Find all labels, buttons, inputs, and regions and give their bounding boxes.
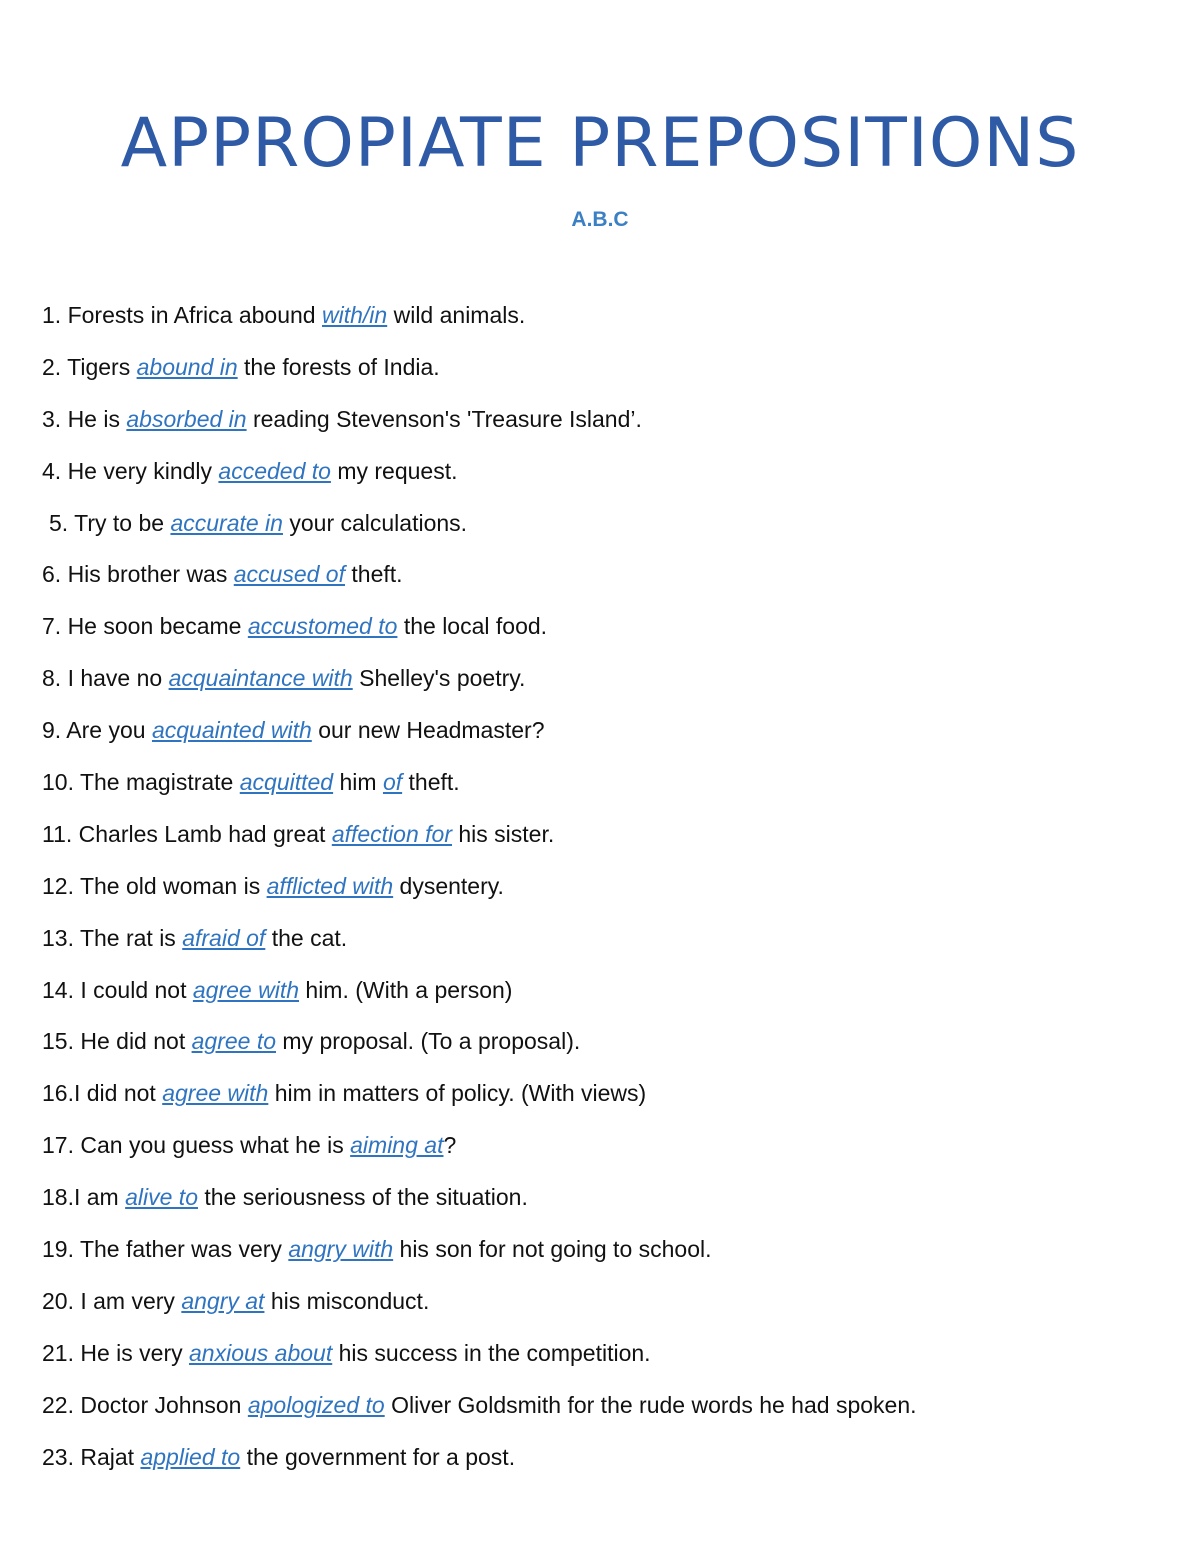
answer-text: afflicted with [266, 872, 394, 899]
list-item [42, 609, 1162, 661]
sentence-text: 18.I am [42, 1184, 126, 1211]
sentence-text: 8. I have no [42, 665, 169, 692]
sentence-text: my proposal. (To a proposal). [276, 1028, 581, 1055]
sentence-text: Shelley's poetry. [352, 665, 526, 692]
sentence-text: him in matters of policy. (With views) [268, 1080, 647, 1107]
answer-text: aiming at [350, 1132, 444, 1159]
answer-text: acquitted [239, 769, 334, 796]
sentence-text: 21. He is very [42, 1339, 189, 1366]
sentence-text: 5. Try to be [49, 509, 171, 536]
page-subtitle: A.B.C [571, 208, 629, 231]
list-item [42, 713, 1162, 765]
sentence-text: 3. He is [42, 405, 127, 432]
list-item [42, 921, 1162, 973]
sentence-text: Oliver Goldsmith for the rude words he had spoken. [384, 1391, 917, 1418]
sentence-text: 16.I did not [42, 1080, 163, 1107]
list-item [42, 1180, 1162, 1232]
sentence-text: 4. He very kindly [42, 457, 219, 484]
sentence-text: 7. He soon became [42, 613, 248, 640]
list-item [42, 973, 1162, 1025]
sentence-text: his success in the competition. [332, 1339, 651, 1366]
sentence-text: 9. Are you [42, 717, 152, 744]
list-item [42, 557, 1162, 609]
sentence-text: 17. Can you guess what he is [42, 1132, 351, 1159]
answer-text: with/in [322, 302, 388, 328]
sentence-text: 20. I am very [42, 1287, 182, 1314]
answer-text: acceded to [218, 457, 331, 484]
answer-text: agree with [162, 1080, 269, 1107]
answer-text: applied to [140, 1443, 241, 1470]
list-item [42, 298, 1162, 350]
sentence-text: ? [443, 1132, 457, 1159]
sentence-text: 12. The old woman is [42, 872, 267, 899]
sentence-text: theft. [402, 769, 460, 796]
answer-text: angry with [288, 1236, 394, 1263]
list-item [42, 1076, 1162, 1128]
sentence-text: our new Headmaster? [311, 717, 545, 744]
sentence-text: 19. The father was very [42, 1236, 289, 1263]
list-item [42, 1024, 1162, 1076]
sentence-text: 23. Rajat [42, 1443, 141, 1470]
answer-text: acquaintance with [168, 665, 353, 692]
answer-text: absorbed in [126, 405, 247, 432]
list-item [42, 454, 1162, 506]
sentence-text: his misconduct. [264, 1287, 430, 1314]
answer-text: accurate in [170, 509, 283, 536]
sentence-text: 14. I could not [42, 976, 193, 1003]
sentence-text: his son for not going to school. [393, 1236, 712, 1263]
sentence-text: 13. The rat is [42, 924, 183, 951]
answer-text: apologized to [247, 1391, 385, 1418]
sentence-text: 1. Forests in Africa abound [42, 302, 322, 328]
answer-text: accused of [233, 561, 345, 588]
answer-text: affection for [331, 820, 452, 847]
sentence-text: wild animals. [387, 302, 526, 328]
answer-text: agree with [192, 976, 300, 1003]
sentence-text: the forests of India. [237, 353, 440, 380]
sentence-text: him [333, 769, 383, 796]
answer-text: abound in [136, 353, 238, 380]
sentence-text: 2. Tigers [42, 353, 137, 380]
page-title: APPROPIATE PREPOSITIONS [120, 104, 1080, 183]
list-item [42, 350, 1162, 402]
list-item [42, 817, 1162, 869]
answer-text: anxious about [189, 1339, 333, 1366]
sentence-text: 6. His brother was [42, 561, 234, 588]
list-item [42, 1440, 1162, 1492]
sentence-text: his sister. [452, 820, 555, 847]
list-item [42, 1232, 1162, 1284]
sentence-text: dysentery. [393, 872, 504, 899]
list-item [42, 402, 1162, 454]
list-item [42, 1336, 1162, 1388]
sentence-text: 10. The magistrate [42, 769, 240, 796]
answer-text: acquainted with [151, 717, 312, 744]
answer-text: afraid of [182, 924, 266, 951]
list-item [42, 765, 1162, 817]
list-item [42, 1128, 1162, 1180]
list-item [42, 1284, 1162, 1336]
sentence-text: 22. Doctor Johnson [42, 1391, 248, 1418]
sentence-text: him. (With a person) [299, 976, 513, 1003]
answer-text: alive to [125, 1184, 198, 1211]
answer-text: angry at [181, 1287, 265, 1314]
answer-text: accustomed to [247, 613, 398, 640]
sentence-text: theft. [345, 561, 403, 588]
sentence-text: your calculations. [282, 509, 468, 536]
sentence-text: the local food. [397, 613, 548, 640]
sentence-text: reading Stevenson's 'Treasure Island’. [246, 405, 642, 432]
list-item [42, 869, 1162, 921]
sentence-text: the cat. [265, 924, 348, 951]
sentence-text: the seriousness of the situation. [197, 1184, 528, 1211]
preposition-list [42, 298, 1162, 1491]
sentence-text: my request. [330, 457, 458, 484]
list-item [42, 1388, 1162, 1440]
list-item [42, 661, 1162, 713]
sentence-text: 15. He did not [42, 1028, 192, 1055]
answer-text: agree to [191, 1028, 277, 1055]
list-item [42, 506, 1162, 558]
answer-text: of [382, 769, 403, 796]
sentence-text: 11. Charles Lamb had great [42, 820, 332, 847]
sentence-text: the government for a post. [240, 1443, 516, 1470]
